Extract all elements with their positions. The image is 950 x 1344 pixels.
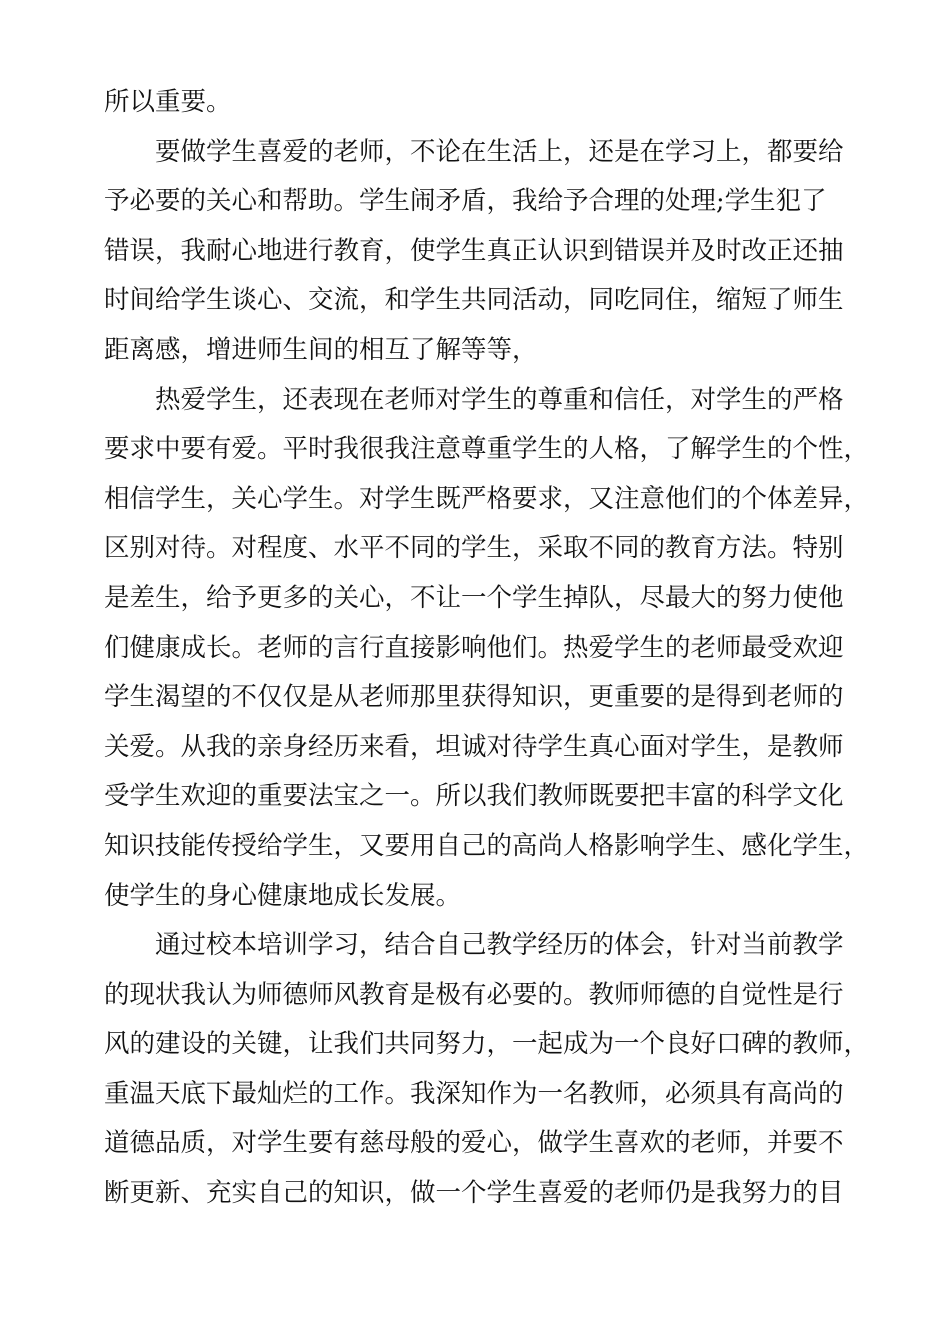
text-line: 通过校本培训学习，结合自己教学经历的体会，针对当前教学 bbox=[155, 930, 844, 961]
text-line: 要求中要有爱。平时我很我注意尊重学生的人格，了解学生的个性， bbox=[104, 434, 870, 465]
text-line: 学生渴望的不仅仅是从老师那里获得知识，更重要的是得到老师的 bbox=[104, 682, 844, 713]
text-line: 道德品质，对学生要有慈母般的爱心，做学生喜欢的老师，并要不 bbox=[104, 1128, 844, 1159]
text-line: 所以重要。 bbox=[104, 87, 232, 117]
document-body bbox=[104, 78, 870, 1219]
text-line: 是差生，给予更多的关心，不让一个学生掉队，尽最大的努力使他 bbox=[104, 582, 844, 613]
text-line: 知识技能传授给学生，又要用自己的高尚人格影响学生、感化学生， bbox=[104, 830, 870, 861]
paragraph-care-and-help bbox=[104, 128, 864, 376]
text-line: 重温天底下最灿烂的工作。我深知作为一名教师，必须具有高尚的 bbox=[104, 1078, 844, 1109]
text-line: 热爱学生，还表现在老师对学生的尊重和信任，对学生的严格 bbox=[155, 384, 844, 415]
text-line: 相信学生，关心学生。对学生既严格要求，又注意他们的个体差异， bbox=[104, 483, 870, 514]
text-line: 区别对待。对程度、水平不同的学生，采取不同的教育方法。特别 bbox=[104, 533, 844, 564]
text-line: 们健康成长。老师的言行直接影响他们。热爱学生的老师最受欢迎 bbox=[104, 632, 844, 663]
text-line: 错误，我耐心地进行教育，使学生真正认识到错误并及时改正还抽 bbox=[104, 235, 844, 266]
text-line: 的现状我认为师德师风教育是极有必要的。教师师德的自觉性是行 bbox=[104, 979, 844, 1010]
paragraph-continuation bbox=[104, 78, 864, 128]
text-line: 受学生欢迎的重要法宝之一。所以我们教师既要把丰富的科学文化 bbox=[104, 781, 844, 812]
paragraph-school-training bbox=[104, 921, 870, 1219]
text-line: 要做学生喜爱的老师，不论在生活上，还是在学习上，都要给 bbox=[155, 136, 844, 167]
text-line: 断更新、充实自己的知识，做一个学生喜爱的老师仍是我努力的目 bbox=[104, 1178, 844, 1209]
text-line: 风的建设的关键，让我们共同努力，一起成为一个良好口碑的教师， bbox=[104, 1029, 870, 1060]
text-line: 使学生的身心健康地成长发展。 bbox=[104, 880, 462, 911]
text-line: 予必要的关心和帮助。学生闹矛盾，我给予合理的处理;学生犯了 bbox=[104, 186, 827, 217]
text-line: 关爱。从我的亲身经历来看，坦诚对待学生真心面对学生，是教师 bbox=[104, 731, 844, 762]
text-line: 时间给学生谈心、交流，和学生共同活动，同吃同住，缩短了师生 bbox=[104, 285, 844, 316]
paragraph-respect-and-trust bbox=[104, 376, 870, 922]
text-line: 距离感，增进师生间的相互了解等等， bbox=[104, 334, 538, 365]
